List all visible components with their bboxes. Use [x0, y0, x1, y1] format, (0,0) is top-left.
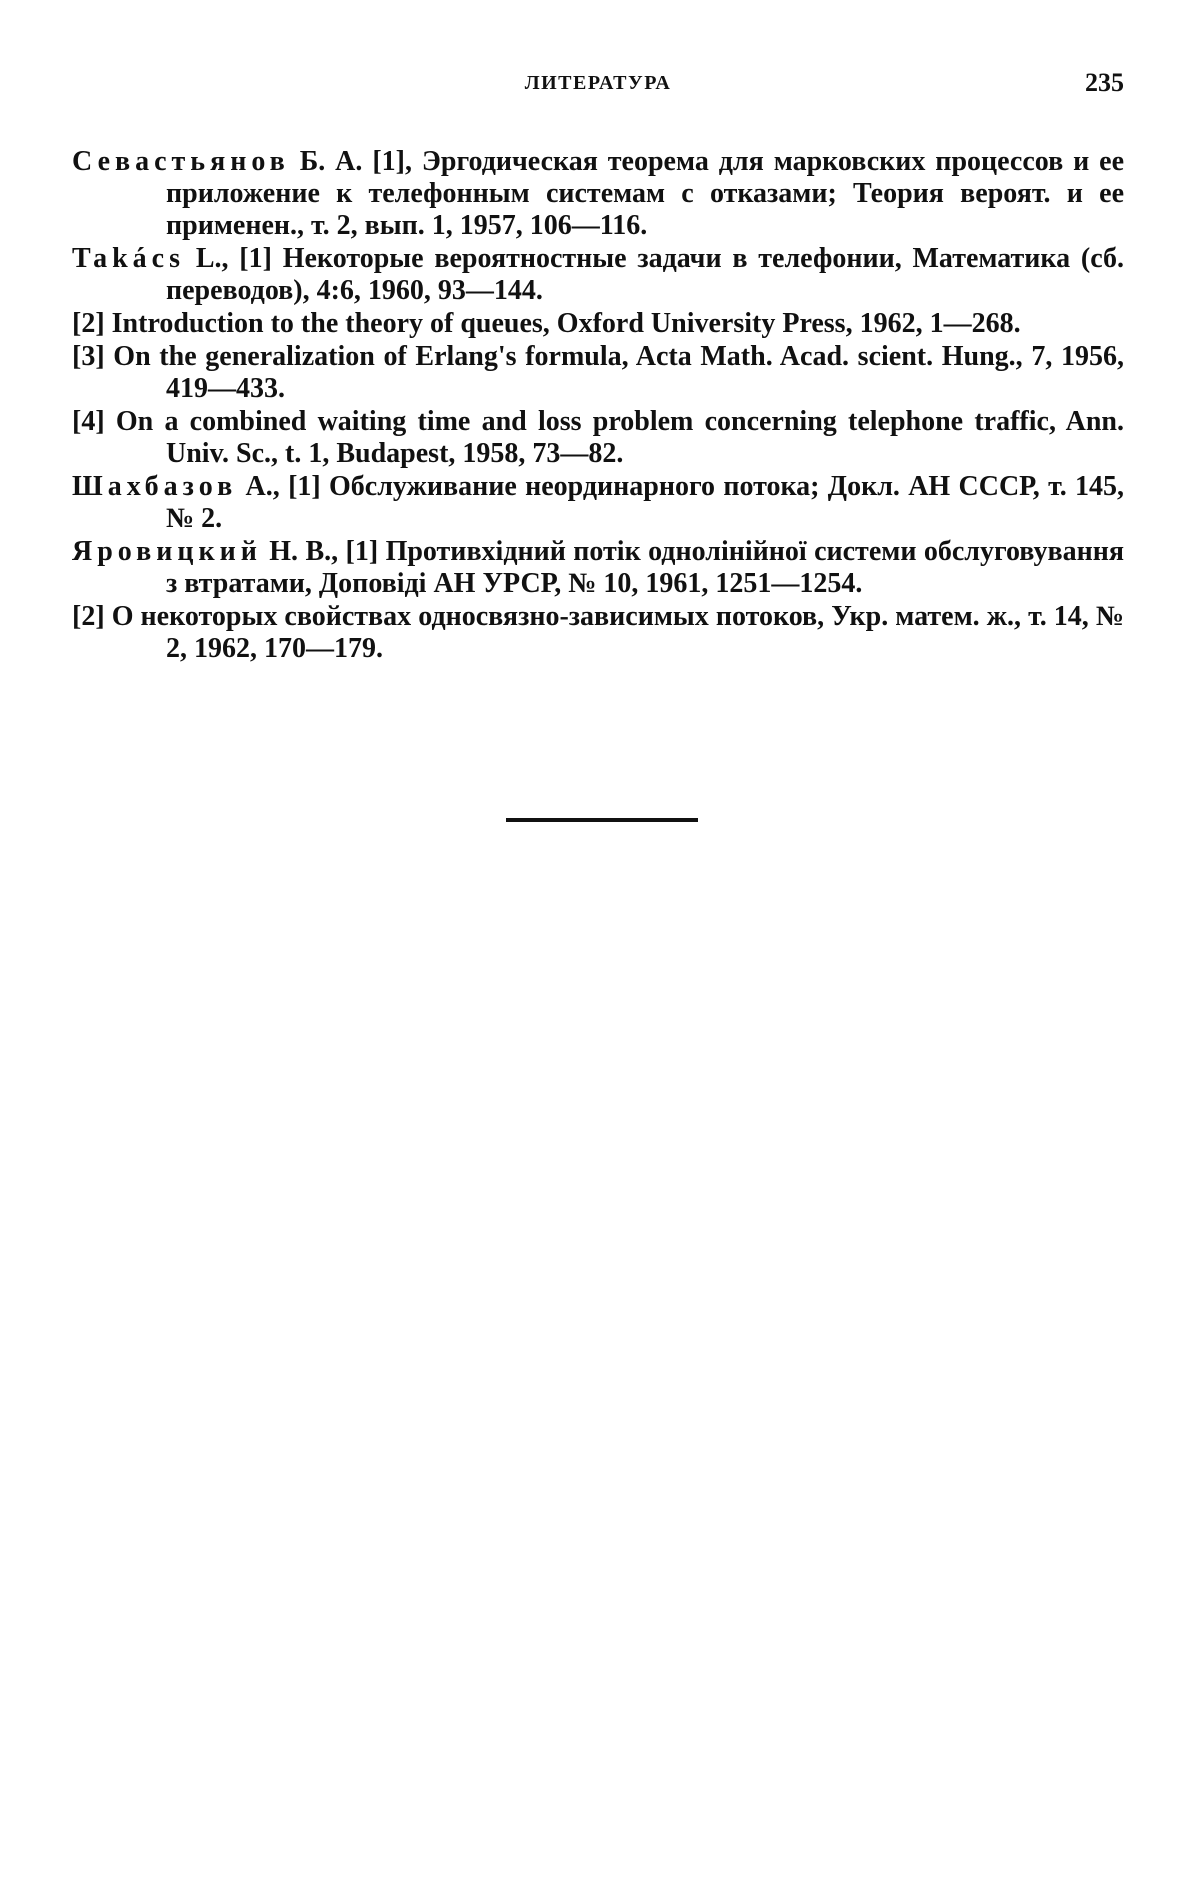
reference-author-initials: А., — [245, 471, 280, 502]
reference-author: Шахбазов — [72, 471, 238, 502]
reference-list — [72, 146, 1124, 666]
reference-item — [72, 406, 1124, 470]
reference-item — [72, 146, 1124, 242]
reference-text: [3] On the generalization of Erlang's formula, Acta Math. Acad. scient. Hung., 7, 1956, 419—433. — [72, 341, 1124, 404]
reference-text: [1] Обслуживание неординарного потока; Докл. АН СССР, т. 145, № 2. — [166, 471, 1125, 534]
reference-text: [1] Противхідний потік однолінійної системи обслуговування з втратами, Доповіді АН УРСР, № 10, 1961, 1251—1254. — [166, 536, 1124, 599]
reference-item — [72, 601, 1124, 665]
running-title: ЛИТЕРАТУРА — [524, 72, 672, 94]
page-number: 235 — [1085, 68, 1124, 97]
reference-item — [72, 341, 1124, 405]
reference-author-initials: Н. В., — [269, 536, 339, 567]
reference-text: [2] О некоторых свойствах односвязно-зависимых потоков, Укр. матем. ж., т. 14, № 2, 1962, 170—179. — [72, 601, 1124, 664]
reference-author: Яровицкий — [72, 536, 262, 567]
running-head — [72, 68, 1124, 98]
reference-text: [1] Некоторые вероятностные задачи в телефонии, Математика (сб. переводов), 4:6, 1960, 93—144. — [166, 243, 1125, 306]
reference-item — [72, 471, 1124, 535]
reference-item — [72, 243, 1124, 307]
reference-author: Takács — [72, 243, 186, 274]
reference-text: [2] Introduction to the theory of queues, Oxford University Press, 1962, 1—268. — [72, 308, 1021, 339]
reference-text: [1], Эргодическая теорема для марковских процессов и ее приложение к телефонным системам с отказами; Теория вероят. и ее применен., т. 2, вып. 1, 1957, 106—116. — [166, 146, 1125, 241]
reference-author-initials: Б. А. — [299, 146, 363, 177]
reference-author: Севастьянов — [72, 146, 290, 177]
reference-item — [72, 536, 1124, 600]
reference-text: [4] On a combined waiting time and loss problem concerning telephone traffic, Ann. Univ. Sc., t. 1, Budapest, 1958, 73—82. — [72, 406, 1124, 469]
reference-item — [72, 308, 1124, 340]
book-page — [72, 0, 1124, 1882]
section-end-rule — [506, 818, 698, 822]
reference-author-initials: L., — [195, 243, 229, 274]
